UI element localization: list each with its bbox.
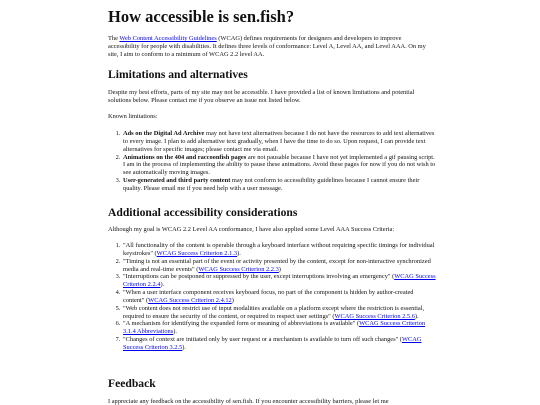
- limitations-heading: Limitations and alternatives: [108, 68, 248, 81]
- list-item: 7. "Changes of context are initiated only by user request or a mechanism is available to turn off such changes" (WCAG Success Criterion 3.2.5).: [122, 336, 436, 352]
- additional-paragraph: Although my goal is WCAG 2.2 Level AA conformance, I have also applied some Level AAA Success Criteria:: [108, 226, 395, 233]
- feedback-paragraph: I appreciate any feedback on the accessibility of sen.fish. If you encounter accessibility barriers, please let me: [108, 398, 389, 405]
- list-item: 3. "Interruptions can be postponed or suppressed by the user, except interruptions involving an emergency" (WCAG Success Criterion 2.2.4).: [122, 273, 436, 289]
- feedback-heading: Feedback: [108, 377, 156, 390]
- criterion-link[interactable]: WCAG Success Criterion 3.1.4 Abbreviations: [123, 320, 426, 336]
- list-item: 5. "Web content does not restrict use of input modalities available on a platform except where the restriction is essential, required to ensure the security of the content, or required to respect user settings" (WCAG Success Criterion 2.5.6).: [122, 305, 436, 321]
- additional-heading: Additional accessibility considerations: [108, 206, 298, 219]
- additional-list: [108, 242, 436, 352]
- list-item: 1. Ads on the Digital Ad Archive may not have text alternatives because I do not have the resources to add text alternatives to every image. I plan to add alternative text gradually, when I have the time to do so. Upon request, I can provide text alternatives for specific images; please contact me via email.: [122, 130, 436, 154]
- criterion-link[interactable]: WCAG Success Criterion 2.1.3: [156, 249, 238, 257]
- list-item: 3. User-generated and third party content may not conform to accessibility guidelines because I cannot ensure their quality. Please email me if you need help with a user message.: [122, 177, 436, 193]
- wcag-link[interactable]: Web Content Accessibility Guidelines: [119, 35, 217, 42]
- criterion-link[interactable]: WCAG Success Criterion 2.2.3: [198, 265, 279, 273]
- criterion-link[interactable]: WCAG Success Criterion 2.5.6: [334, 312, 415, 320]
- criterion-link[interactable]: WCAG Success Criterion 2.4.12: [148, 296, 232, 304]
- list-item: 4. "When a user interface component receives keyboard focus, no part of the component is hidden by author-created content" (WCAG Success Criterion 2.4.12): [122, 289, 436, 305]
- list-item: 2. Animations on the 404 and raccoonfish pages are not pausable because I have not yet implemented a gif pausing script. I am in the process of implementing the ability to pause these animations. Avoid these pages for now if you do not wish to see automatically moving images.: [122, 154, 436, 178]
- page-title: How accessible is sen.fish?: [108, 7, 295, 26]
- criterion-link[interactable]: WCAG Success Criterion 3.2.5: [123, 336, 422, 351]
- list-item: 1. "All functionality of the content is operable through a keyboard interface without requiring specific timings for individual keystrokes" (WCAG Success Criterion 2.1.3).: [122, 242, 436, 258]
- limitations-list: [108, 130, 436, 193]
- criterion-link[interactable]: WCAG Success Criterion 2.2.4: [123, 273, 436, 289]
- list-item: 2. "Timing is not an essential part of the event or activity presented by the content, except for non-interactive synchronized media and real-time events" (WCAG Success Criterion 2.2.3): [122, 258, 436, 274]
- intro-paragraph: The Web Content Accessibility Guidelines (WCAG) defines requirements for designers and developers to improve accessibility for people with disabilities. It defines three levels of conformance: Level A, Level AA, and Level AAA. On my site, I aim to conform to a minimum of WCAG 2.2 level AA.: [108, 35, 426, 58]
- list-item: 6. "A mechanism for identifying the expanded form or meaning of abbreviations is available" (WCAG Success Criterion 3.1.4 Abbreviations).: [122, 320, 436, 336]
- limitations-paragraph: Despite my best efforts, parts of my site may not be accessible. I have provided a list of known limitations and potential solutions below. Please contact me if you observe an issue not listed below.: [108, 89, 415, 104]
- known-limitations-label: Known limitations:: [108, 113, 158, 120]
